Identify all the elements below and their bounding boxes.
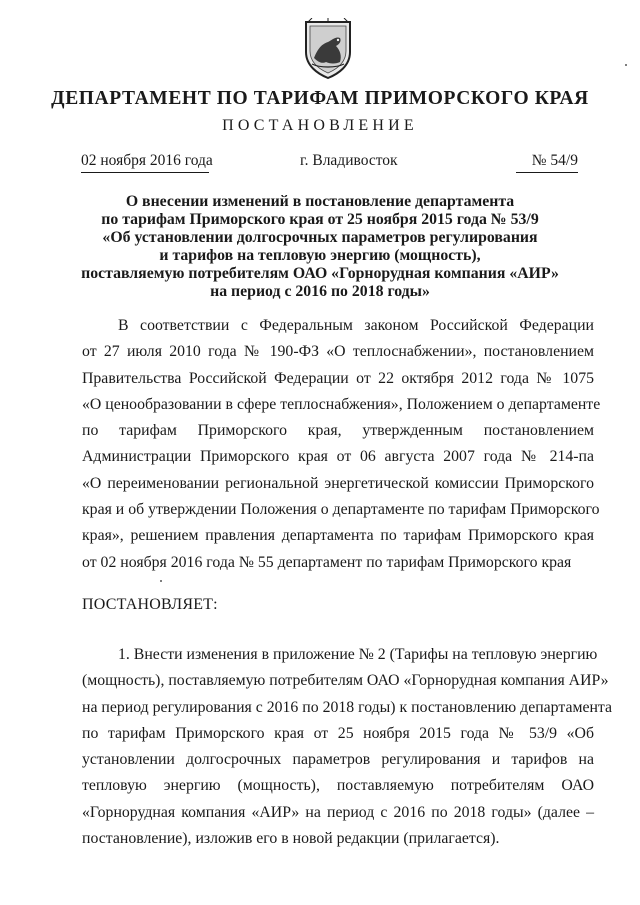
heading-line: поставляемую потребителям ОАО «Горнорудная компания «АИР» xyxy=(81,265,559,282)
scan-artifact xyxy=(160,580,162,582)
item-line: по тарифам Приморского края от 25 ноября 2015 года № 53/9 «Об xyxy=(82,724,594,742)
heading-line: и тарифов на тепловую энергию (мощность), xyxy=(159,247,481,264)
preamble-line: от 02 ноября 2016 года № 55 департамент по тарифам Приморского края xyxy=(82,553,572,571)
document-type: ПОСТАНОВЛЕНИЕ xyxy=(222,117,418,134)
heading-line: по тарифам Приморского края от 25 ноября 2015 года № 53/9 xyxy=(101,211,539,228)
heading-line: О внесении изменений в постановление департамента xyxy=(125,193,515,210)
item-line: на период регулирования с 2016 по 2018 годы) к постановлению департамента xyxy=(82,698,613,716)
item-line: (мощность), поставляемую потребителям ОАО «Горнорудная компания АИР» xyxy=(82,672,609,690)
preamble-line: «О переименовании региональной энергетической комиссии Приморского xyxy=(82,474,594,492)
preamble-line: от 27 июля 2010 года № 190-ФЗ «О теплоснабжении», постановлением xyxy=(82,343,594,361)
document-heading xyxy=(0,193,640,301)
preamble-line: В соответствии с Федеральным законом Российской Федерации xyxy=(118,317,594,334)
preamble-line: Правительства Российской Федерации от 22 октября 2012 года № 1075 xyxy=(82,369,594,387)
scan-artifact xyxy=(625,64,627,66)
item-line: постановление), изложив его в новой редакции (прилагается). xyxy=(82,830,500,848)
item-line: 1. Внести изменения в приложение № 2 (Тарифы на тепловую энергию xyxy=(118,646,598,663)
preamble-line: Администрации Приморского края от 06 августа 2007 года № 214-па xyxy=(82,448,594,466)
document-number: № 54/9 xyxy=(516,152,578,173)
item-line: тепловую энергию (мощность), поставляемую потребителям ОАО xyxy=(82,777,594,795)
heading-line: на период с 2016 по 2018 годы» xyxy=(210,283,430,300)
heading-line: «Об установлении долгосрочных параметров регулирования xyxy=(102,229,538,246)
preamble-line: «О ценообразовании в сфере теплоснабжения», Положением о департаменте xyxy=(82,395,601,413)
preamble-line: края», решением правления департамента по тарифам Приморского края xyxy=(82,527,594,545)
preamble-line: края и об утверждении Положения о департаменте по тарифам Приморского xyxy=(82,501,600,519)
item-line: «Горнорудная компания «АИР» на период с 2016 по 2018 годы» (далее – xyxy=(82,803,594,821)
coat-of-arms-emblem xyxy=(300,18,356,80)
document-meta-row xyxy=(0,152,640,174)
item-line: установлении долгосрочных параметров регулирования и тарифов на xyxy=(82,751,594,769)
resolve-heading: ПОСТАНОВЛЯЕТ: xyxy=(82,596,218,613)
document-city: г. Владивосток xyxy=(300,152,398,169)
department-title: ДЕПАРТАМЕНТ ПО ТАРИФАМ ПРИМОРСКОГО КРАЯ xyxy=(51,88,589,109)
preamble-paragraph xyxy=(82,313,601,576)
document-date: 02 ноября 2016 года xyxy=(81,152,209,173)
item-1-paragraph xyxy=(82,642,613,852)
preamble-line: по тарифам Приморского края, утвержденным постановлением xyxy=(82,422,594,440)
